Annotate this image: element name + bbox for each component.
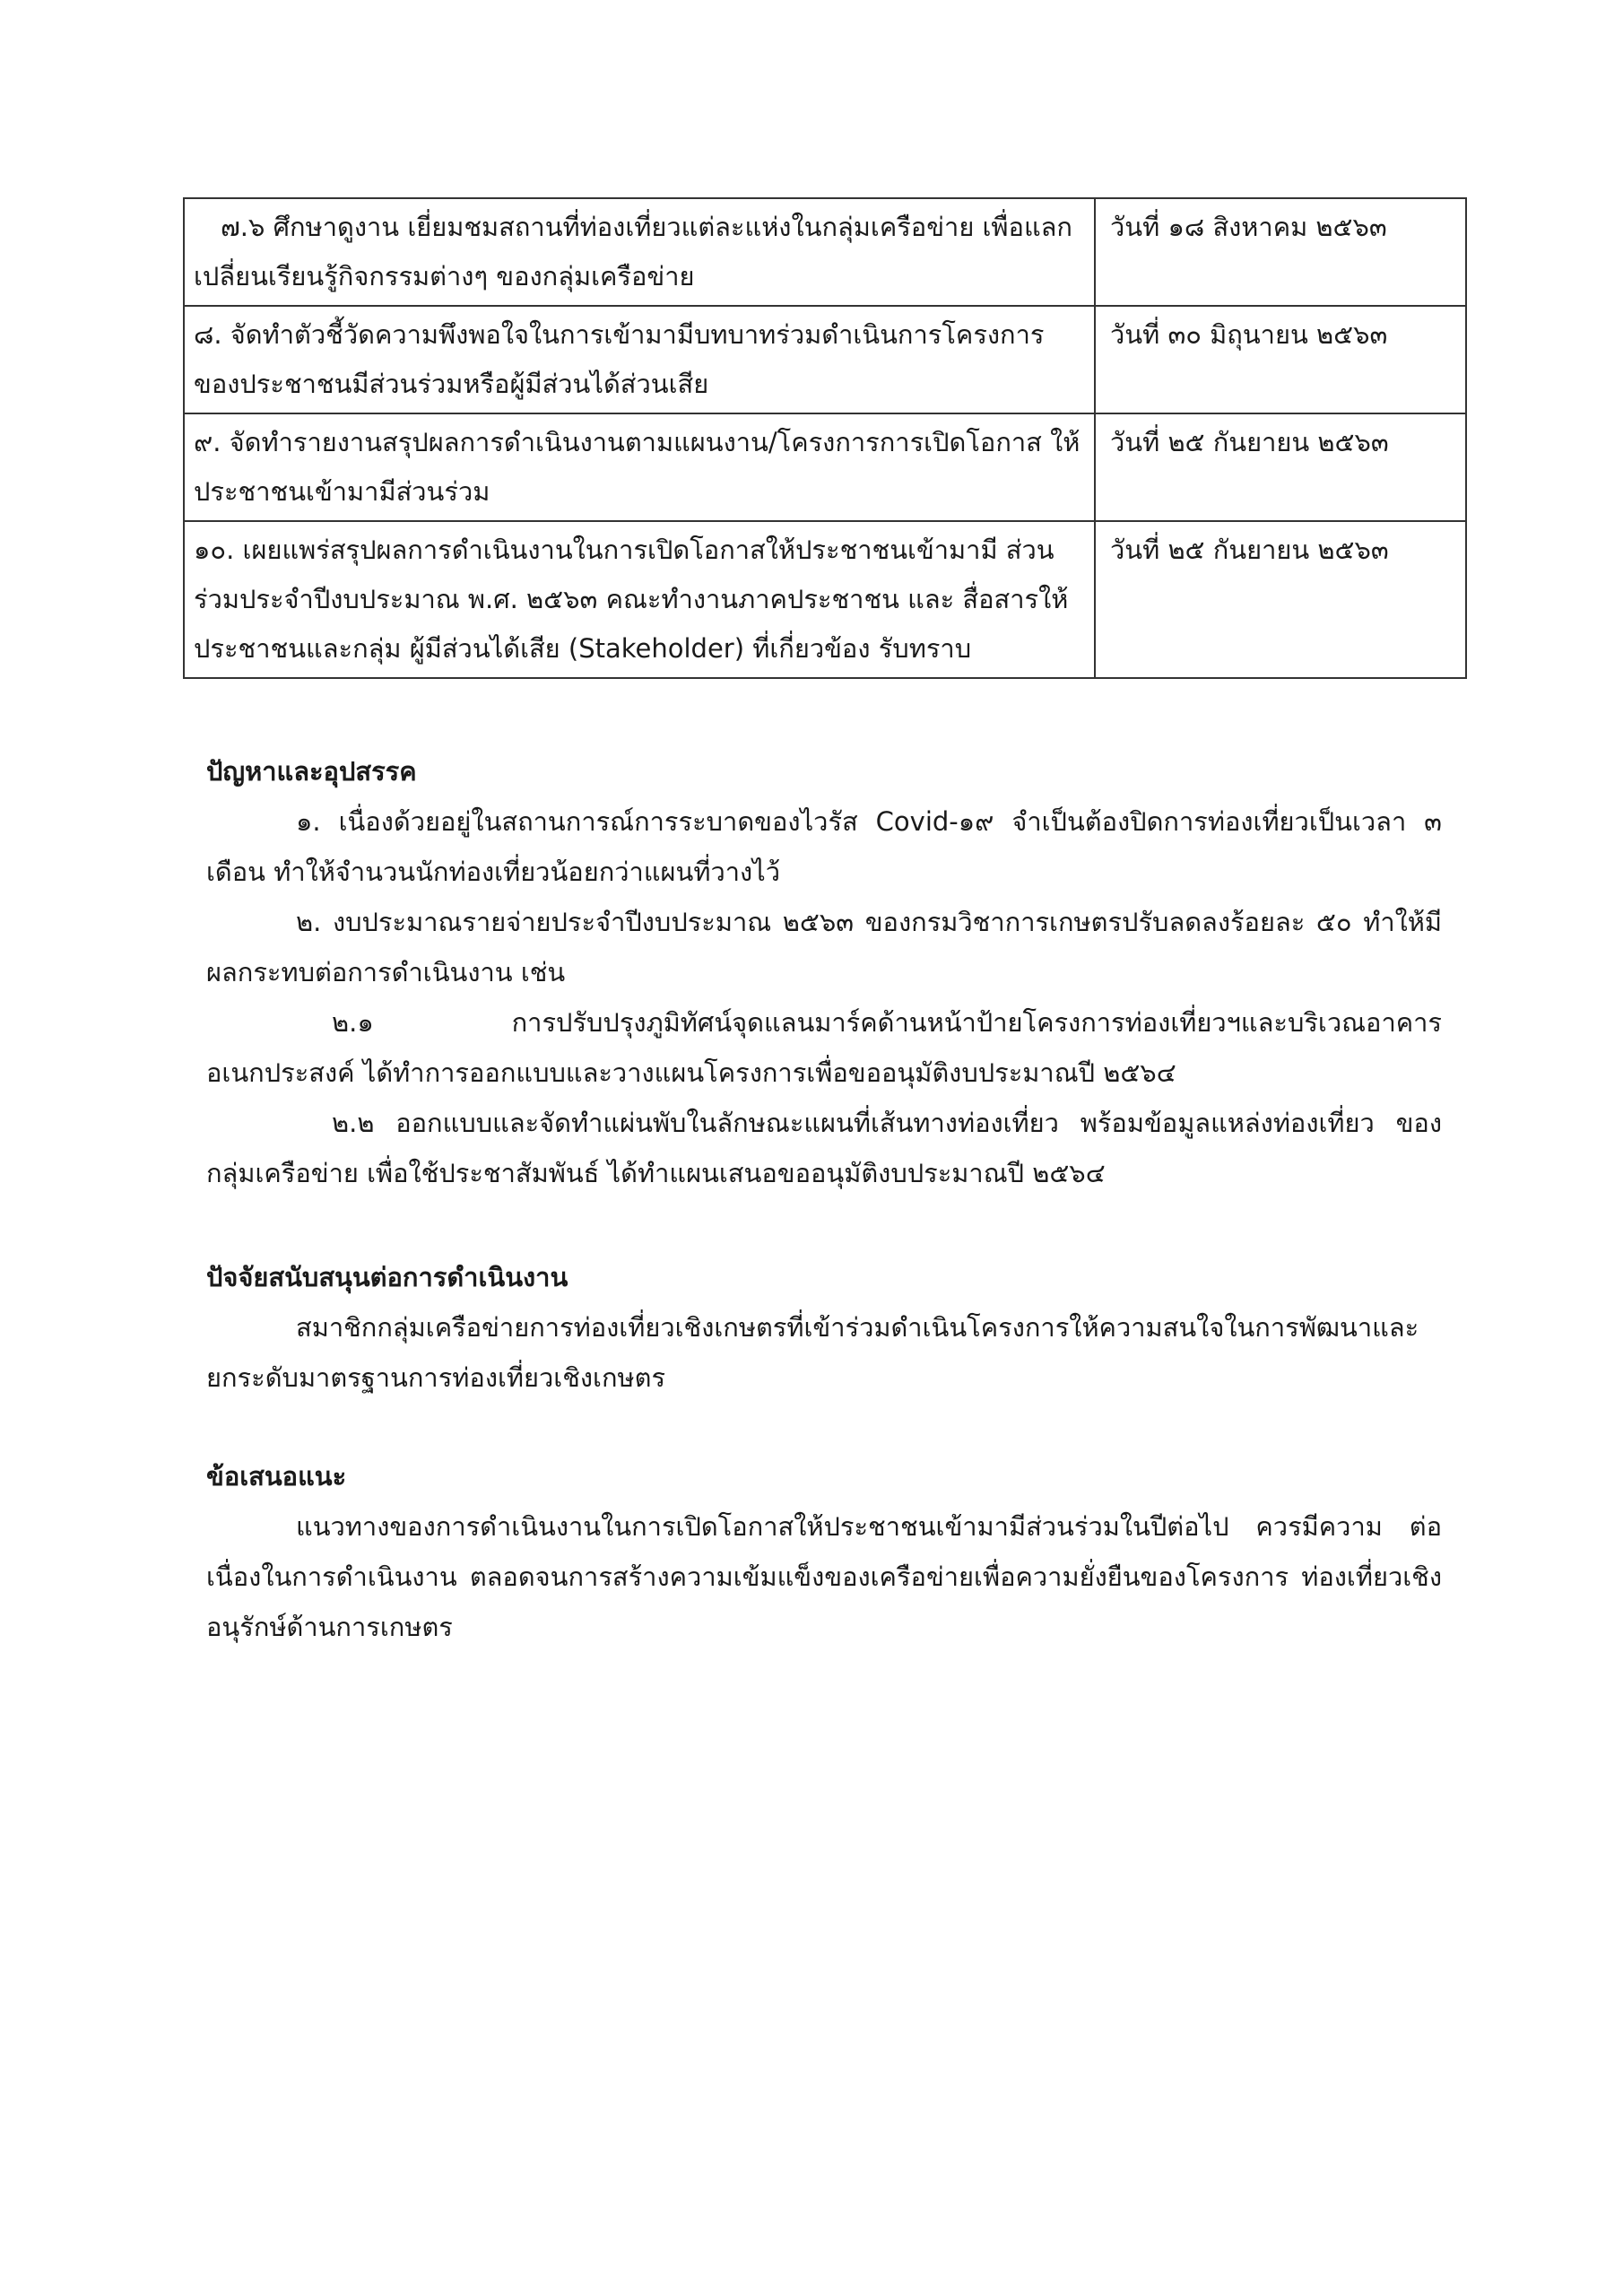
date-cell: วันที่ ๑๘ สิงหาคม ๒๕๖๓ — [1095, 198, 1466, 306]
date-cell: วันที่ ๒๕ กันยายน ๒๕๖๓ — [1095, 413, 1466, 521]
problems-paragraph-1: ๑. เนื่องด้วยอยู่ในสถานการณ์การระบาดของไวรัส Covid-๑๙ จำเป็นต้องปิดการท่องเที่ยวเป็นเวลา ๓ เดือน ทำให้จำนวนนักท่องเที่ยวน้อยกว่าแผนที่วางไว้ — [206, 806, 1442, 887]
table-row — [184, 198, 1466, 306]
table-row — [184, 521, 1466, 678]
activity-cell: ๙. จัดทำรายงานสรุปผลการดำเนินงานตามแผนงาน/โครงการการเปิดโอกาส ให้ประชาชนเข้ามามีส่วนร่วม — [184, 413, 1095, 521]
problems-paragraph-2: ๒. งบประมาณรายจ่ายประจำปีงบประมาณ ๒๕๖๓ ของกรมวิชาการเกษตรปรับลดลงร้อยละ ๕๐ ทำให้มีผลกระทบต่อการดำเนินงาน เช่น — [206, 907, 1442, 987]
problems-heading: ปัญหาและอุปสรรค — [206, 756, 417, 787]
problems-paragraph-2-2: ๒.๒ ออกแบบและจัดทำแผ่นพับในลักษณะแผนที่เส้นทางท่องเที่ยว พร้อมข้อมูลแหล่งท่องเที่ยว ของกลุ่มเครือข่าย เพื่อใช้ประชาสัมพันธ์ ได้ทำแผนเสนอขออนุมัติงบประมาณปี ๒๕๖๔ — [206, 1108, 1442, 1188]
support-paragraph: สมาชิกกลุ่มเครือข่ายการท่องเที่ยวเชิงเกษตรที่เข้าร่วมดำเนินโครงการให้ความสนใจในการพัฒนาและ ยกระดับมาตรฐานการท่องเที่ยวเชิงเกษตร — [206, 1312, 1419, 1393]
activity-cell: ๘. จัดทำตัวชี้วัดความพึงพอใจในการเข้ามามีบทบาทร่วมดำเนินการโครงการ ของประชาชนมีส่วนร่วมหรือผู้มีส่วนได้ส่วนเสีย — [184, 306, 1095, 413]
activity-cell: ๗.๖ ศึกษาดูงาน เยี่ยมชมสถานที่ท่องเที่ยวแต่ละแห่งในกลุ่มเครือข่าย เพื่อแลกเปลี่ยนเรียนรู้กิจกรรมต่างๆ ของกลุ่มเครือข่าย — [184, 198, 1095, 306]
suggestions-paragraph: แนวทางของการดำเนินงานในการเปิดโอกาสให้ประชาชนเข้ามามีส่วนร่วมในปีต่อไป ควรมีความ ต่อเนื่องในการดำเนินงาน ตลอดจนการสร้างความเข้มแข็งของเครือข่ายเพื่อความยั่งยืนของโครงการ ท่องเที่ยวเชิงอนุรักษ์ด้านการเกษตร — [206, 1511, 1442, 1642]
problems-section — [206, 746, 1442, 1198]
date-cell: วันที่ ๒๕ กันยายน ๒๕๖๓ — [1095, 521, 1466, 678]
activity-schedule-table — [183, 197, 1467, 679]
date-cell: วันที่ ๓๐ มิถุนายน ๒๕๖๓ — [1095, 306, 1466, 413]
table-row — [184, 306, 1466, 413]
problems-paragraph-2-1: ๒.๑ การปรับปรุงภูมิทัศน์จุดแลนมาร์คด้านหน้าป้ายโครงการท่องเที่ยวฯและบริเวณอาคาร อเนกประสงค์ ได้ทำการออกแบบและวางแผนโครงการเพื่อขออนุมัติงบประมาณปี ๒๕๖๔ — [206, 1007, 1442, 1088]
suggestions-heading: ข้อเสนอแนะ — [206, 1461, 347, 1492]
support-section — [206, 1252, 1442, 1403]
activity-cell: ๑๐. เผยแพร่สรุปผลการดำเนินงานในการเปิดโอกาสให้ประชาชนเข้ามามี ส่วนร่วมประจำปีงบประมาณ พ.ศ. ๒๕๖๓ คณะทำงานภาคประชาชน และ สื่อสารให้ประชาชนและกลุ่ม ผู้มีส่วนได้เสีย (Stakeholder) ที่เกี่ยวข้อง รับทราบ — [184, 521, 1095, 678]
suggestions-section — [206, 1451, 1442, 1652]
table-row — [184, 413, 1466, 521]
support-heading: ปัจจัยสนับสนุนต่อการดำเนินงาน — [206, 1262, 568, 1292]
